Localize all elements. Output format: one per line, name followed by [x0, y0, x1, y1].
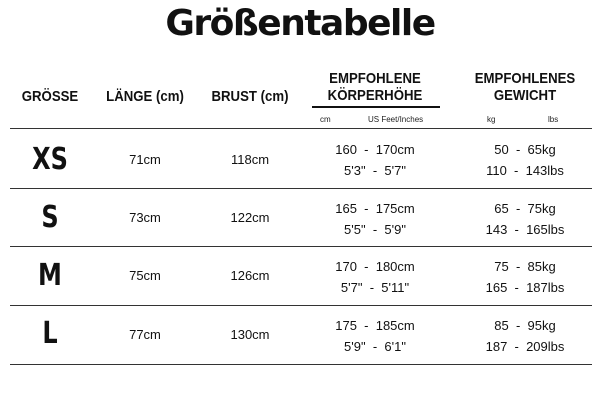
table-divider [10, 188, 592, 189]
header-height-sub-cm: cm [320, 115, 331, 124]
weight-kg-cell: 65 - 75kg [494, 201, 556, 216]
weight-kg-cell: 75 - 85kg [494, 259, 556, 274]
table-divider [10, 246, 592, 247]
height-cm-cell: 160 - 170cm [335, 142, 415, 157]
length-cell: 71cm [129, 152, 161, 167]
height-cm-cell: 165 - 175cm [335, 201, 415, 216]
header-weight-sub-lbs: lbs [548, 115, 559, 124]
height-ft-cell: 5'7" - 5'11" [340, 280, 410, 295]
height-ft-cell: 5'3" - 5'7" [344, 163, 406, 178]
header-weight-sub-kg: kg [487, 115, 496, 124]
header-chest: BRUST (cm) [211, 88, 289, 105]
table-divider [10, 128, 592, 129]
weight-kg-cell: 50 - 65kg [494, 142, 556, 157]
height-cm-cell: 175 - 185cm [335, 318, 415, 333]
header-weight-line1: EMPFOHLENES [474, 70, 576, 87]
size-label: L [42, 316, 58, 351]
size-label: M [38, 258, 62, 293]
header-size: GRÖSSE [21, 88, 79, 105]
header-height-line1: EMPFOHLENE [329, 70, 421, 87]
chest-cell: 122cm [230, 210, 270, 225]
chest-cell: 118cm [230, 152, 270, 167]
weight-kg-cell: 85 - 95kg [494, 318, 556, 333]
header-weight [468, 70, 582, 104]
header-weight-line2: GEWICHT [493, 87, 557, 104]
header-height-line2: KÖRPERHÖHE [327, 87, 423, 104]
size-label: S [41, 200, 59, 235]
page-title: Größentabelle [165, 3, 435, 44]
header-height-underline [312, 106, 440, 108]
header-height-sub-us: US Feet/Inches [368, 115, 424, 124]
height-ft-cell: 5'9" - 6'1" [344, 339, 406, 354]
weight-lbs-cell: 187 - 209lbs [485, 339, 565, 354]
length-cell: 75cm [129, 268, 161, 283]
table-divider [10, 305, 592, 306]
table-divider [10, 364, 592, 365]
weight-lbs-cell: 143 - 165lbs [485, 222, 565, 237]
length-cell: 73cm [129, 210, 161, 225]
header-height [313, 70, 436, 104]
size-label: XS [32, 142, 68, 177]
header-length: LÄNGE (cm) [106, 88, 184, 105]
length-cell: 77cm [129, 327, 161, 342]
chest-cell: 126cm [230, 268, 270, 283]
height-ft-cell: 5'5" - 5'9" [344, 222, 406, 237]
chest-cell: 130cm [230, 327, 270, 342]
weight-lbs-cell: 110 - 143lbs [486, 163, 564, 178]
height-cm-cell: 170 - 180cm [335, 259, 415, 274]
weight-lbs-cell: 165 - 187lbs [485, 280, 565, 295]
